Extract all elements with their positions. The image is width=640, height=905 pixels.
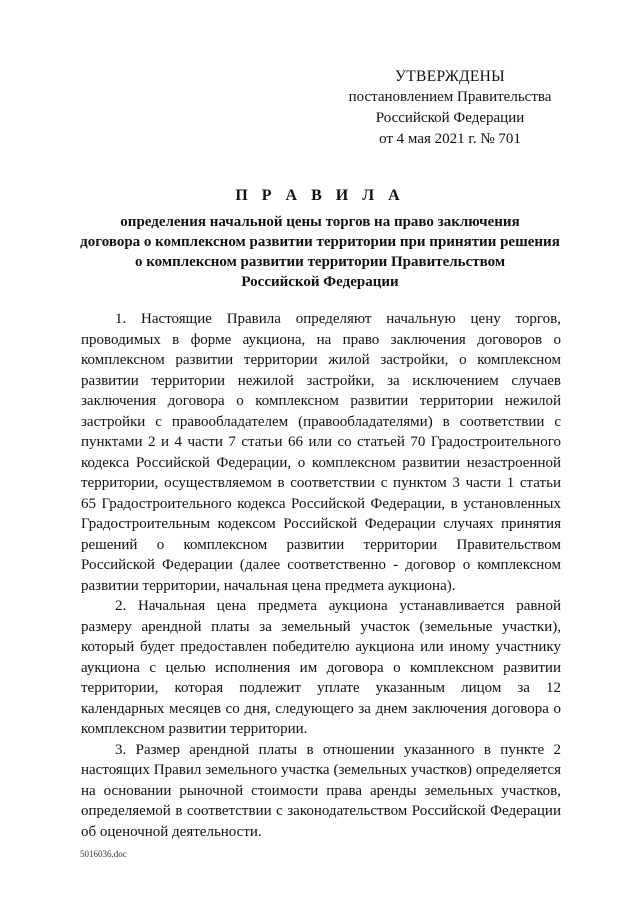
footer-doc-code: 5016036.doc xyxy=(80,849,127,859)
rules-subtitle-line: договора о комплексном развитии территории при принятии решения xyxy=(80,234,560,250)
rules-subtitle-line: определения начальной цены торгов на право заключения xyxy=(120,214,520,230)
approval-title: УТВЕРЖДЕНЫ xyxy=(395,68,505,85)
paragraph-2: 2. Начальная цена предмета аукциона устанавливается равной размеру арендной платы за земельный участок (земельные участки), который будет предоставлен победителю аукциона или иному участнику аукциона с целью исполнения им договора о комплексном развитии территории, которая подлежит уплате указанным лицом за 12 календарных месяцев со дня, следующего за днем заключения договора о комплексном развитии территории. xyxy=(81,598,561,737)
approval-line-resolution: постановлением Правительства xyxy=(348,89,552,105)
rules-subtitle-line: о комплексном развитии территории Правительством xyxy=(134,254,506,270)
rules-subtitle xyxy=(60,212,580,292)
approval-line-date-number: от 4 мая 2021 г. № 701 xyxy=(379,131,521,147)
approval-line-federation: Российской Федерации xyxy=(375,110,525,126)
rules-subtitle-line: Российской Федерации xyxy=(241,274,399,290)
paragraph-3: 3. Размер арендной платы в отношении указанного в пункте 2 настоящих Правил земельного участка (земельных участков) определяется на основании рыночной стоимости права аренды земельных участков, определяемой в соответствии с законодательством Российской Федерации об оценочной деятельности. xyxy=(81,741,561,840)
paragraph-1: 1. Настоящие Правила определяют начальную цену торгов, проводимых в форме аукциона, на право заключения договоров о комплексном развитии территории жилой застройки, о комплексном развитии территории нежилой застройки, за исключением случаев заключения договора о комплексном развитии территории нежилой застройки с правообладателем (правообладателями) в соответствии с пунктами 2 и 4 части 7 статьи 66 или со статьей 70 Градостроительного кодекса Российской Федерации, о комплексном развитии незастроенной территории, осуществляемом в соответствии с пунктом 3 части 1 статьи 65 Градостроительного кодекса Российской Федерации, в установленных Градостроительным кодексом Российской Федерации случаях принятия решений о комплексном развитии территории Правительством Российской Федерации (далее соответственно - договор о комплексном развитии территории, начальная цена предмета аукциона). xyxy=(81,311,561,594)
rules-title: П Р А В И Л А xyxy=(235,187,405,204)
document-body xyxy=(81,309,561,842)
approval-block xyxy=(330,66,570,150)
